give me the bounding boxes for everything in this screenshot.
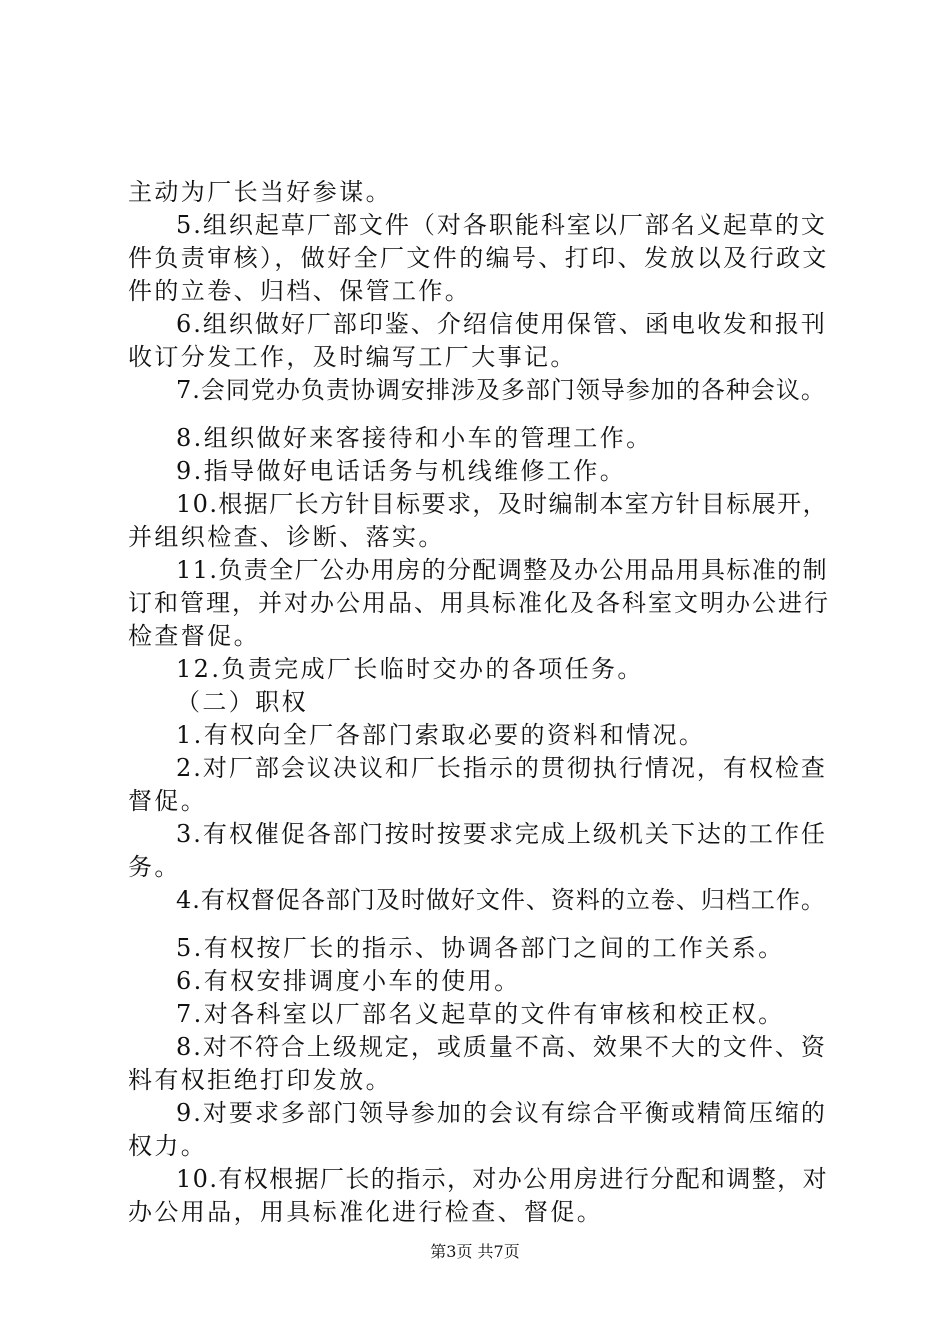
text-line: 3.有权催促各部门按时按要求完成上级机关下达的工作任	[176, 820, 827, 848]
text-line: 务。	[128, 853, 181, 881]
text-line: 并组织检查、诊断、落实。	[128, 523, 445, 551]
page-number: 第3页 共7页	[430, 1242, 520, 1261]
text-line: 7.对各科室以厂部名义起草的文件有审核和校正权。	[176, 1000, 785, 1028]
text-line: 12.负责完成厂长临时交办的各项任务。	[176, 655, 644, 683]
text-line: 9.对要求多部门领导参加的会议有综合平衡或精简压缩的	[176, 1099, 827, 1127]
text-line: 11.负责全厂公办用房的分配调整及办公用品用具标准的制	[176, 556, 828, 584]
text-line: 6.有权安排调度小车的使用。	[176, 967, 521, 995]
text-line: 检查督促。	[128, 622, 260, 650]
text-line: 件负责审核），做好全厂文件的编号、打印、发放以及行政文	[128, 244, 829, 272]
text-line: 8.对不符合上级规定，或质量不高、效果不大的文件、资	[176, 1033, 827, 1061]
text-line: 权力。	[128, 1132, 208, 1160]
text-line: 办公用品，用具标准化进行检查、督促。	[128, 1198, 604, 1226]
text-line: 件的立卷、归档、保管工作。	[128, 277, 472, 305]
text-line: 料有权拒绝打印发放。	[128, 1066, 392, 1094]
text-line: 5.组织起草厂部文件（对各职能科室以厂部名义起草的文	[176, 211, 827, 239]
text-line: 10.有权根据厂长的指示，对办公用房进行分配和调整，对	[176, 1165, 828, 1193]
text-line: 订和管理，并对办公用品、用具标准化及各科室文明办公进行	[128, 589, 830, 617]
section-heading: （二）职权	[176, 688, 308, 716]
text-line: 7.会同党办负责协调安排涉及多部门领导参加的各种会议。	[176, 376, 826, 404]
text-line: 5.有权按厂长的指示、协调各部门之间的工作关系。	[176, 934, 785, 962]
text-line: 1.有权向全厂各部门索取必要的资料和情况。	[176, 721, 706, 749]
text-line: 主动为厂长当好参谋。	[128, 178, 392, 206]
text-line: 督促。	[128, 787, 208, 815]
text-line: 6.组织做好厂部印鉴、介绍信使用保管、函电收发和报刊	[176, 310, 827, 338]
text-line: 收订分发工作，及时编写工厂大事记。	[128, 343, 577, 371]
text-line: 2.对厂部会议决议和厂长指示的贯彻执行情况，有权检查	[176, 754, 827, 782]
text-line: 4.有权督促各部门及时做好文件、资料的立卷、归档工作。	[176, 886, 826, 914]
text-line: 9.指导做好电话话务与机线维修工作。	[176, 457, 627, 485]
text-line: 10.根据厂长方针目标要求，及时编制本室方针目标展开，	[176, 490, 828, 518]
text-line: 8.组织做好来客接待和小车的管理工作。	[176, 424, 653, 452]
